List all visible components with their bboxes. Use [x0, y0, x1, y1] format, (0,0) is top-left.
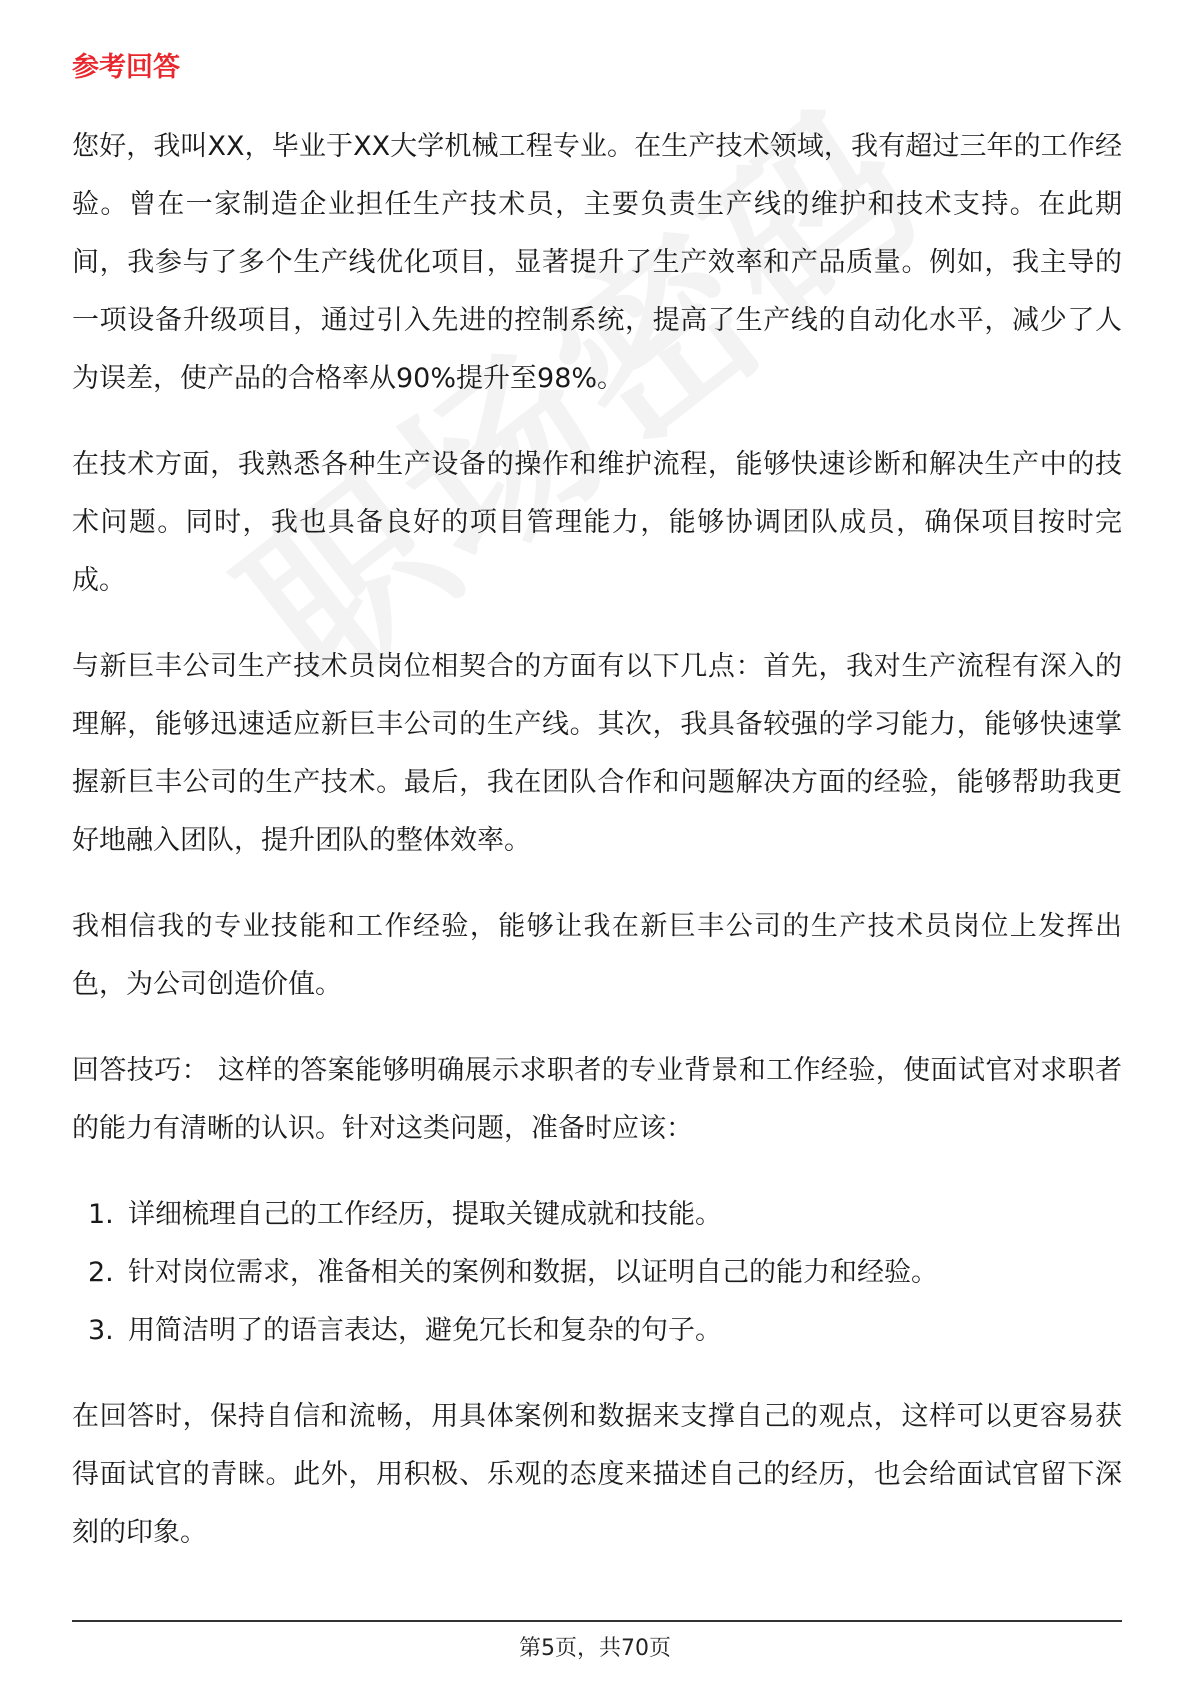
section-heading: 参考回答	[72, 52, 180, 83]
list-item	[72, 1186, 1122, 1244]
list-item-text: 用简洁明了的语言表达，避免冗长和复杂的句子。	[128, 1315, 722, 1346]
paragraph-skills: 在技术方面，我熟悉各种生产设备的操作和维护流程，能够快速诊断和解决生产中的技术问题。同时，我也具备良好的项目管理能力，能够协调团队成员，确保项目按时完成。	[72, 449, 1122, 596]
list-item-number: 3.	[88, 1315, 114, 1346]
paragraph-intro: 您好，我叫XX，毕业于XX大学机械工程专业。在生产技术领域，我有超过三年的工作经验。曾在一家制造企业担任生产技术员，主要负责生产线的维护和技术支持。在此期间，我参与了多个生产线优化项目，显著提升了生产效率和产品质量。例如，我主导的一项设备升级项目，通过引入先进的控制系统，提高了生产线的自动化水平，减少了人为误差，使产品的合格率从90%提升至98%。	[72, 131, 1122, 394]
list-item-text: 针对岗位需求，准备相关的案例和数据，以证明自己的能力和经验。	[128, 1257, 938, 1288]
answer-body	[72, 118, 1122, 1590]
page-number: 第5页，共70页	[519, 1636, 671, 1661]
list-item	[72, 1244, 1122, 1302]
list-item-number: 2.	[88, 1257, 114, 1288]
paragraph-conclusion: 我相信我的专业技能和工作经验，能够让我在新巨丰公司的生产技术员岗位上发挥出色，为公司创造价值。	[72, 911, 1122, 1000]
paragraph-closing: 在回答时，保持自信和流畅，用具体案例和数据来支撑自己的观点，这样可以更容易获得面试官的青睐。此外，用积极、乐观的态度来描述自己的经历，也会给面试官留下深刻的印象。	[72, 1401, 1122, 1548]
footer-divider	[72, 1620, 1122, 1622]
paragraph-fit: 与新巨丰公司生产技术员岗位相契合的方面有以下几点：首先，我对生产流程有深入的理解，能够迅速适应新巨丰公司的生产线。其次，我具备较强的学习能力，能够快速掌握新巨丰公司的生产技术。最后，我在团队合作和问题解决方面的经验，能够帮助我更好地融入团队，提升团队的整体效率。	[72, 651, 1122, 856]
paragraph-tips-intro: 回答技巧： 这样的答案能够明确展示求职者的专业背景和工作经验，使面试官对求职者的能力有清晰的认识。针对这类问题，准备时应该：	[72, 1055, 1122, 1144]
list-item-number: 1.	[88, 1199, 114, 1230]
tips-list	[72, 1186, 1122, 1360]
list-item	[72, 1302, 1122, 1360]
list-item-text: 详细梳理自己的工作经历，提取关键成就和技能。	[128, 1199, 722, 1230]
